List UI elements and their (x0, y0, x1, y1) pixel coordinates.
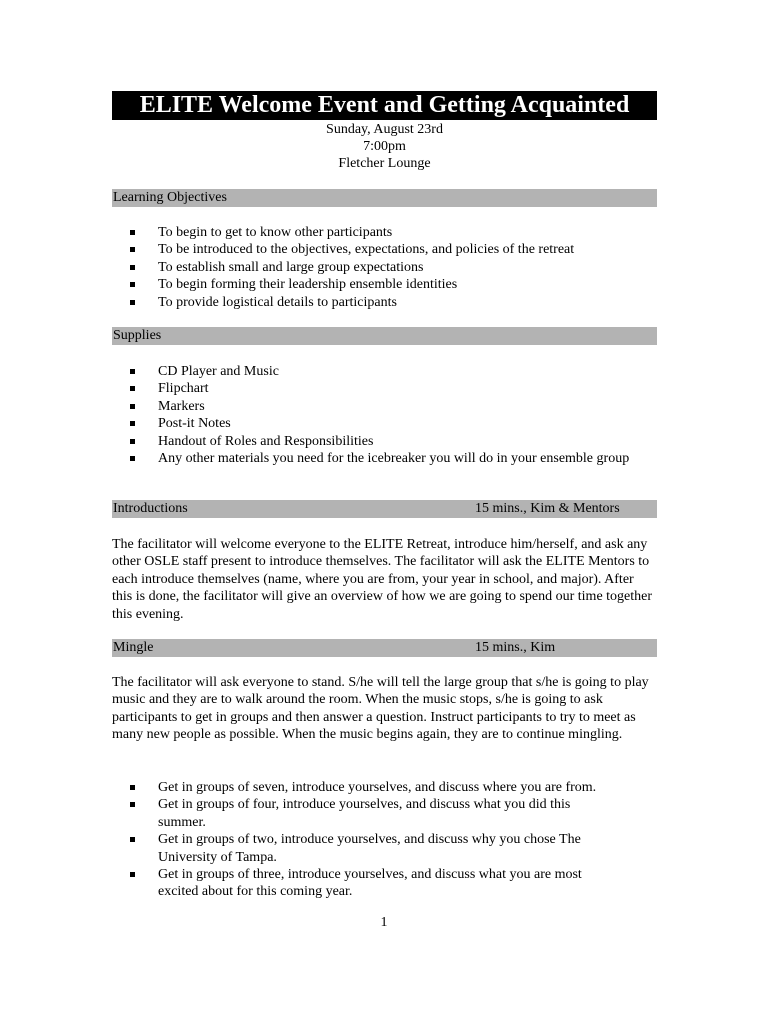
section-heading: Mingle (113, 640, 154, 655)
list-item (130, 779, 620, 796)
list-item-text: Any other materials you need for the icebreaker you will do in your ensemble group (158, 451, 630, 467)
section-heading: Learning Objectives (113, 190, 227, 205)
list-item (130, 241, 650, 258)
bullet-icon (130, 247, 135, 252)
bullet-icon (130, 802, 135, 807)
bullet-icon (130, 421, 135, 426)
bullet-icon (130, 456, 135, 461)
bullet-icon (130, 230, 135, 235)
mingle-prompts-list (130, 779, 620, 901)
list-item (130, 363, 650, 380)
list-item-text: To provide logistical details to participants (158, 294, 397, 310)
list-item (130, 415, 650, 432)
list-item-text: Post-it Notes (158, 416, 231, 432)
list-item-text: Get in groups of two, introduce yourselves, and discuss why you chose The University of Tampa. (158, 832, 581, 865)
section-heading: Introductions (113, 501, 188, 516)
event-time: 7:00pm (363, 139, 406, 154)
section-heading: Supplies (113, 328, 162, 343)
list-item (130, 380, 650, 397)
supplies-list (130, 363, 650, 467)
bullet-icon (130, 282, 135, 287)
list-item-text: To establish small and large group expectations (158, 259, 424, 275)
list-item-text: Get in groups of four, introduce yourselves, and discuss what you did this summer. (158, 797, 571, 830)
list-item (130, 398, 650, 415)
mingle-paragraph: The facilitator will ask everyone to stand. S/he will tell the large group that s/he is going to play music and they are to walk around the room. When the music stops, s/he is going to ask participants to get in groups and then answer a question. Instruct participants to try to meet as many new people as possible. When the music begins again, they are to continue mingling. (112, 675, 649, 743)
list-item-text: To begin forming their leadership ensemble identities (158, 277, 458, 293)
list-item-text: Get in groups of seven, introduce yourselves, and discuss where you are from. (158, 780, 597, 795)
list-item (130, 866, 620, 901)
list-item-text: Handout of Roles and Responsibilities (158, 433, 374, 449)
list-item (130, 796, 620, 831)
list-item-text: To be introduced to the objectives, expectations, and policies of the retreat (158, 242, 575, 258)
section-header-learning-objectives (112, 189, 657, 207)
list-item-text: Markers (158, 398, 205, 414)
list-item (130, 276, 650, 293)
document-title: ELITE Welcome Event and Getting Acquainted (112, 91, 657, 120)
bullet-icon (130, 404, 135, 409)
bullet-icon (130, 439, 135, 444)
section-duration: 15 mins., Kim & Mentors (475, 501, 620, 516)
list-item (130, 831, 620, 866)
section-header-mingle (112, 639, 657, 657)
section-header-supplies (112, 327, 657, 345)
section-header-introductions (112, 500, 657, 518)
bullet-icon (130, 300, 135, 305)
page-number: 1 (380, 915, 388, 930)
bullet-icon (130, 837, 135, 842)
objectives-list (130, 224, 650, 311)
event-location: Fletcher Lounge (338, 156, 431, 171)
bullet-icon (130, 785, 135, 790)
section-duration: 15 mins., Kim (475, 640, 556, 655)
list-item-text: Get in groups of three, introduce yourselves, and discuss what you are most excited about for this coming year. (158, 867, 582, 900)
list-item (130, 259, 650, 276)
bullet-icon (130, 265, 135, 270)
list-item (130, 224, 650, 241)
event-date: Sunday, August 23rd (326, 122, 443, 137)
bullet-icon (130, 369, 135, 374)
list-item (130, 433, 650, 450)
list-item-text: CD Player and Music (158, 364, 279, 379)
list-item (130, 294, 650, 311)
list-item-text: Flipchart (158, 381, 209, 397)
list-item (130, 450, 650, 467)
list-item-text: To begin to get to know other participants (158, 225, 393, 240)
bullet-icon (130, 872, 135, 877)
introductions-paragraph: The facilitator will welcome everyone to the ELITE Retreat, introduce him/herself, and ask any other OSLE staff present to introduce themselves. The facilitator will ask the ELITE Mentors to each introduce themselves (name, where you are from, your year in school, and major). After this is done, the facilitator will give an overview of how we are going to spend our time together this evening. (112, 537, 653, 622)
bullet-icon (130, 386, 135, 391)
